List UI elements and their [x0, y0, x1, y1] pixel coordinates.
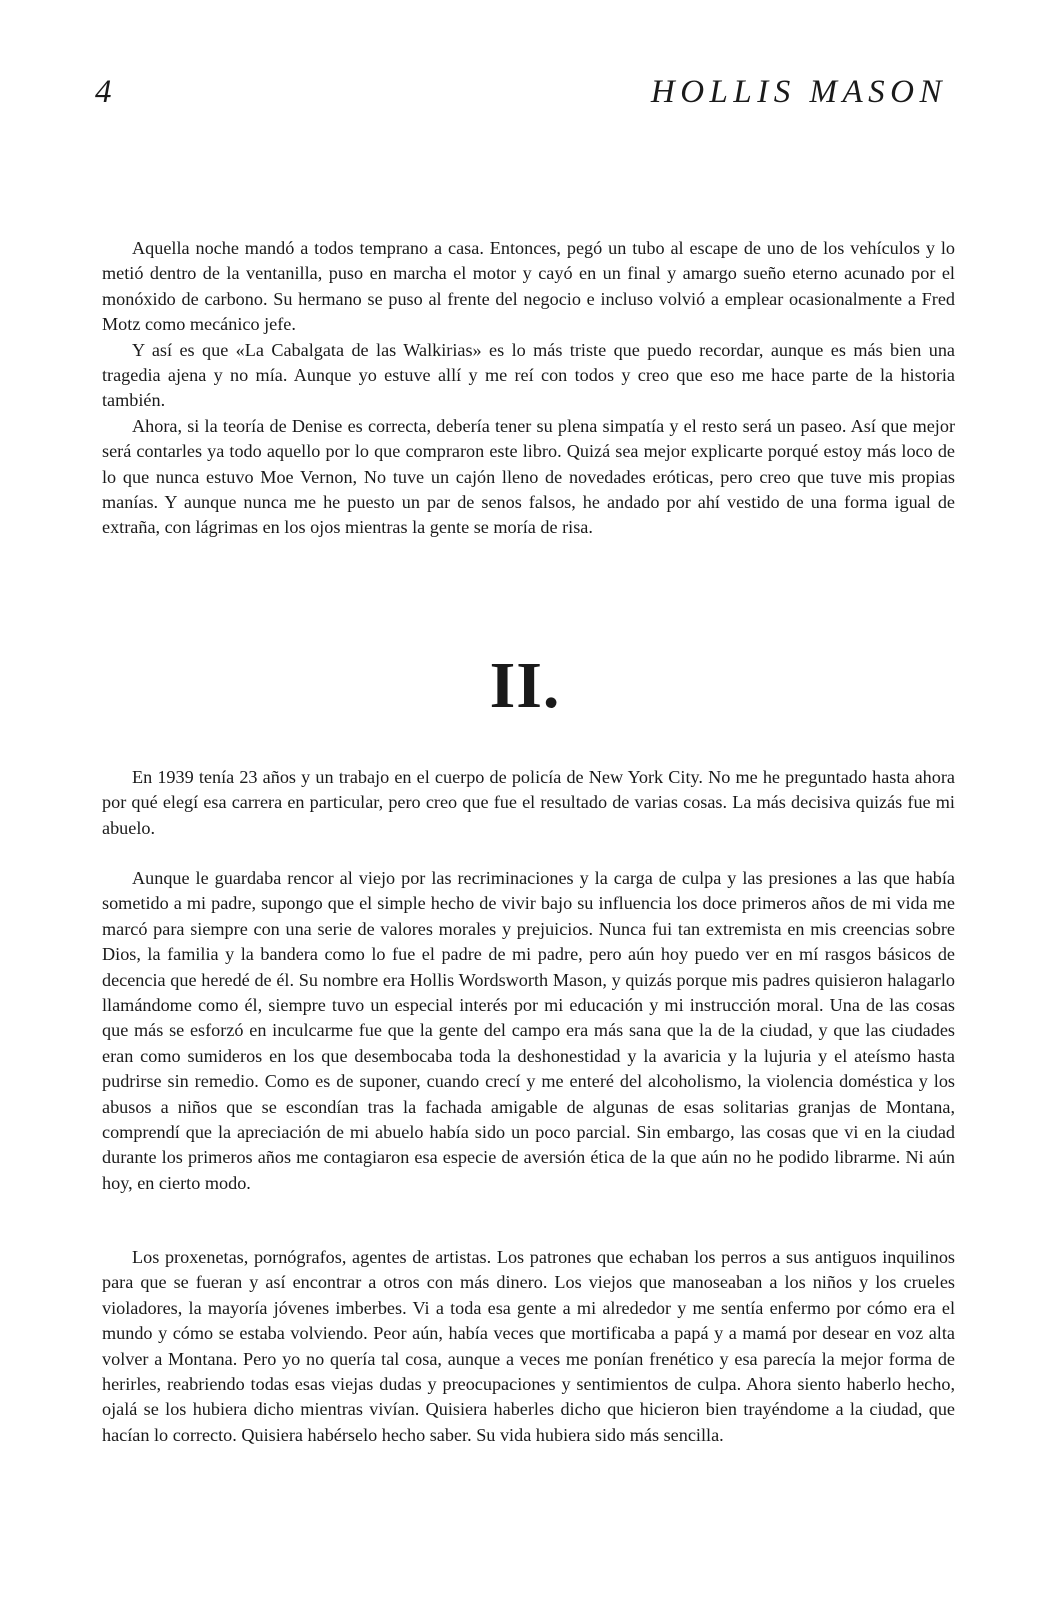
section-two-paragraph-3	[102, 1245, 955, 1448]
paragraph: En 1939 tenía 23 años y un trabajo en el cuerpo de policía de New York City. No me he preguntado hasta ahora por qué elegí esa carrera en particular, pero creo que fue el resultado de varias cosas. La más decisiva quizás fue mi abuelo.	[102, 767, 955, 838]
paragraph: Los proxenetas, pornógrafos, agentes de artistas. Los patrones que echaban los perros a sus antiguos inquilinos para que se fueran y así encontrar a otros con más dinero. Los viejos que manoseaban a los niños y los crueles violadores, la mayoría jóvenes imberbes. Vi a toda esa gente a mi alrededor y me sentía enfermo por cómo era el mundo y cómo se estaba volviendo. Peor aún, había veces que mortificaba a papá y a mamá por desear en voz alta volver a Montana. Pero yo no quería tal cosa, aunque a veces me ponían frenético y esa parecía la mejor forma de herirles, reabriendo todas esas viejas dudas y preocupaciones y sentimientos de culpa. Ahora siento haberlo hecho, ojalá se los hubiera dicho mientras vivían. Quisiera haberles dicho que hicieron bien trayéndome a la ciudad, que hacían lo correcto. Quisiera habérselo hecho saber. Su vida hubiera sido más sencilla.	[102, 1247, 955, 1445]
paragraph: Ahora, si la teoría de Denise es correcta, debería tener su plena simpatía y el resto será un paseo. Así que mejor será contarles ya todo aquello por lo que compraron este libro. Quizá sea mejor explicarte porqué estoy más loco de lo que nunca estuvo Moe Vernon, No tuve un cajón lleno de novedades eróticas, pero creo que tuve mis propias manías. Y aunque nunca me he puesto un par de senos falsos, he andado por ahí vestido de una forma igual de extraña, con lágrimas en los ojos mientras la gente se moría de risa.	[102, 415, 955, 538]
section-two-paragraph-1	[102, 765, 955, 841]
page-number: 4	[95, 74, 112, 110]
paragraph: Aquella noche mandó a todos temprano a casa. Entonces, pegó un tubo al escape de uno de los vehículos y lo metió dentro de la ventanilla, puso en marcha el motor y cayó en un final y amargo sueño eterno acunado por el monóxido de carbono. Su hermano se puso al frente del negocio e incluso volvió a emplear ocasionalmente a Fred Motz como mecánico jefe.	[102, 238, 955, 335]
running-head: HOLLIS MASON	[650, 74, 947, 110]
chapter-heading: II.	[489, 649, 561, 722]
section-one-text	[102, 236, 955, 541]
paragraph: Aunque le guardaba rencor al viejo por las recriminaciones y la carga de culpa y las presiones a las que había sometido a mi padre, supongo que el simple hecho de vivir bajo su influencia los doce primeros años de mi vida me marcó para siempre con una serie de valores morales y prejuicios. Nunca fui tan extremista en mis creencias sobre Dios, la familia y la bandera como lo fue el padre de mi padre, pero aún hoy puedo ver en mí rasgos básicos de decencia que heredé de él. Su nombre era Hollis Wordsworth Mason, y quizás porque mis padres quisieron halagarlo llamándome como él, siempre tuvo un especial interés por mi educación y mi instrucción moral. Una de las cosas que más se esforzó en inculcarme fue que la gente del campo era más sana que la de la ciudad, y que las ciudades eran como sumideros en los que desembocaba toda la deshonestidad y la avaricia y la lujuria y el ateísmo hasta pudrirse sin remedio. Como es de suponer, cuando crecí y me enteré del alcoholismo, la violencia doméstica y los abusos a niños que se escondían tras la fachada amigable de algunas de esas solitarias granjas de Montana, comprendí que la apreciación de mi abuelo había sido un poco parcial. Sin embargo, las cosas que vi en la ciudad durante los primeros años me contagiaron esa especie de aversión ética de la que aún no he podido librarme. Ni aún hoy, en cierto modo.	[102, 868, 955, 1193]
section-two-paragraph-2	[102, 866, 955, 1196]
paragraph: Y así es que «La Cabalgata de las Walkirias» es lo más triste que puedo recordar, aunque es más bien una tragedia ajena y no mía. Aunque yo estuve allí y me reí con todos y creo que eso me hace parte de la historia también.	[102, 339, 955, 411]
